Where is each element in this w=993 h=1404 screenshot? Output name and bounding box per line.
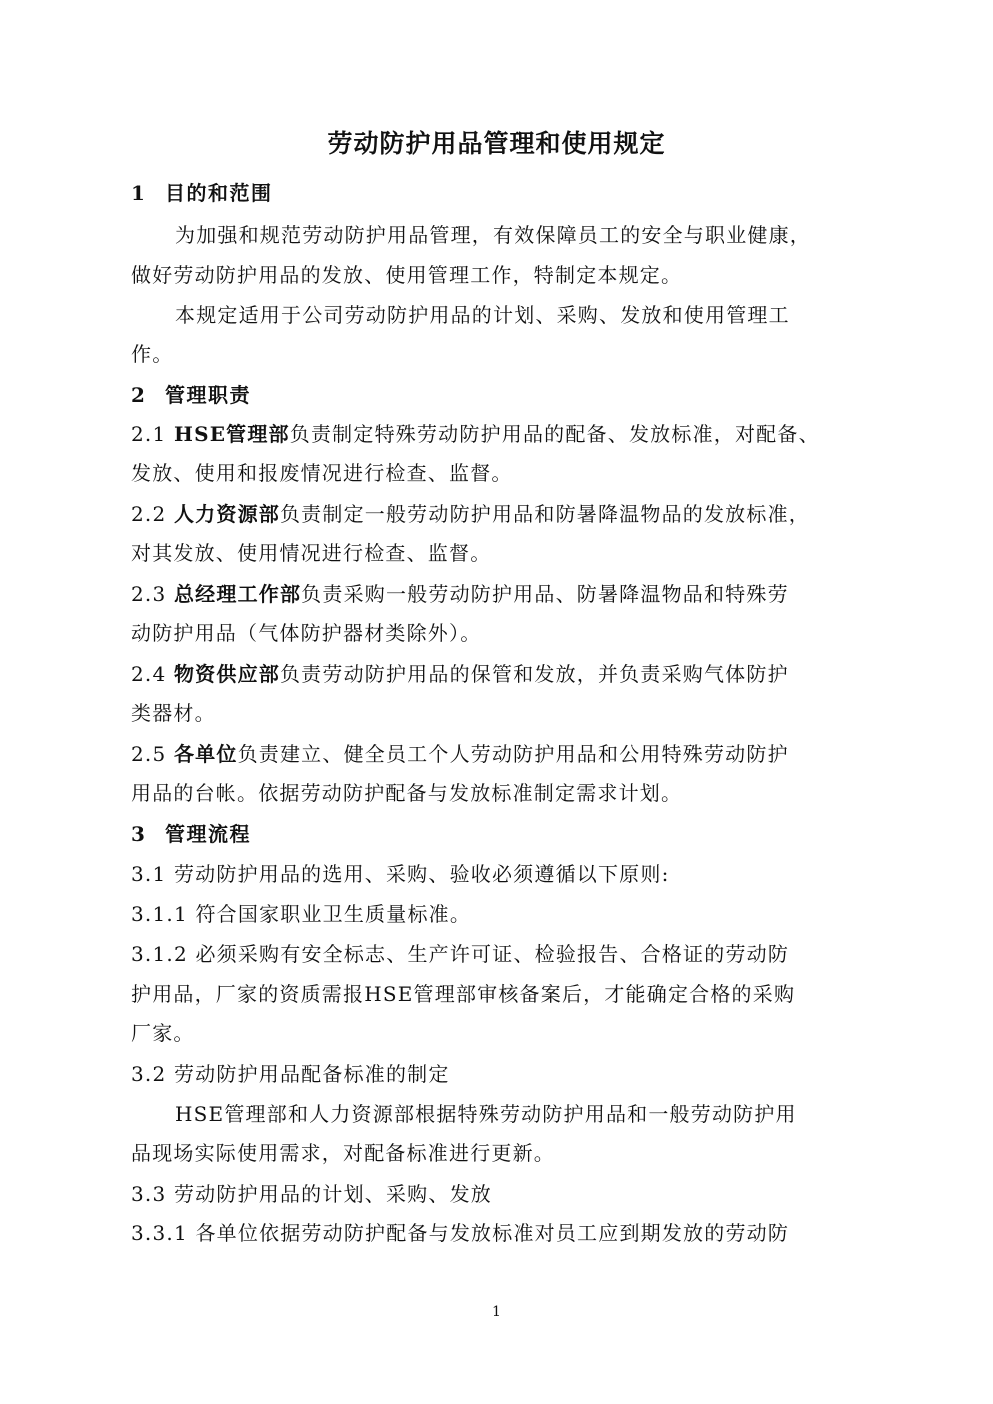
item-2-1-line-1 [131,414,871,454]
item-3-1-2-line-2: 护用品，厂家的资质需报HSE管理部审核备案后，才能确定合格的采购 [131,982,796,1006]
item-3-1-2-line-1: 3.1.2 必须采购有安全标志、生产许可证、检验报告、合格证的劳动防 [131,942,790,966]
item-2-3-line-2: 动防护用品（气体防护器材类除外）。 [131,621,482,645]
item-2-5-line-1 [131,734,871,774]
section-3-number: 3 [131,822,147,846]
item-2-1-line-2: 发放、使用和报废情况进行检查、监督。 [131,461,513,485]
item-2-1-text: 负责制定特殊劳动防护用品的配备、发放标准，对配备、 [289,422,820,446]
section-3-label: 管理流程 [165,822,251,846]
item-2-5-number: 2.5 [131,742,174,766]
item-3-3-1-line-1: 3.3.1 各单位依据劳动防护配备与发放标准对员工应到期发放的劳动防 [131,1221,790,1245]
section-2-number: 2 [131,383,147,407]
item-2-5-line-2: 用品的台帐。依据劳动防护配备与发放标准制定需求计划。 [131,781,683,805]
item-3-2-paragraph-line-2: 品现场实际使用需求，对配备标准进行更新。 [131,1141,555,1165]
item-3-2: 3.2 劳动防护用品配备标准的制定 [131,1062,450,1086]
s1-paragraph-2-line-2: 作。 [131,342,174,366]
item-2-3-number: 2.3 [131,582,174,606]
document-title: 劳动防护用品管理和使用规定 [327,129,666,158]
item-2-2-line-1 [131,494,871,534]
item-2-4-department: 物资供应部 [173,662,280,686]
item-2-4-number: 2.4 [131,662,174,686]
s1-paragraph-1-line-1: 为加强和规范劳动防护用品管理，有效保障员工的安全与职业健康， [175,223,811,247]
section-1-heading [131,173,871,213]
s1-paragraph-2-line-1: 本规定适用于公司劳动防护用品的计划、采购、发放和使用管理工 [175,303,790,327]
item-2-4-line-1 [131,654,871,694]
item-3-1-2-line-3: 厂家。 [131,1021,195,1045]
item-2-1-number: 2.1 [131,422,174,446]
item-2-2-text: 负责制定一般劳动防护用品和防暑降温物品的发放标准， [279,502,810,526]
item-3-1-1: 3.1.1 符合国家职业卫生质量标准。 [131,902,472,926]
section-1-label: 目的和范围 [165,181,273,205]
item-2-4-line-2: 类器材。 [131,701,216,725]
item-2-3-line-1 [131,574,871,614]
item-2-2-department: 人力资源部 [173,502,280,526]
page-number: 1 [492,1304,501,1320]
item-2-3-department: 总经理工作部 [173,582,302,606]
item-3-1: 3.1 劳动防护用品的选用、采购、验收必须遵循以下原则: [131,862,670,886]
item-2-5-department: 各单位 [173,742,238,766]
section-2-heading [131,375,871,415]
section-3-heading [131,814,871,854]
item-2-3-text: 负责采购一般劳动防护用品、防暑降温物品和特殊劳 [301,582,789,606]
item-2-5-text: 负责建立、健全员工个人劳动防护用品和公用特殊劳动防护 [237,742,789,766]
item-2-2-number: 2.2 [131,502,174,526]
item-3-2-paragraph-line-1: HSE管理部和人力资源部根据特殊劳动防护用品和一般劳动防护用 [175,1102,797,1126]
item-2-4-text: 负责劳动防护用品的保管和发放，并负责采购气体防护 [279,662,789,686]
s1-paragraph-1-line-2: 做好劳动防护用品的发放、使用管理工作，特制定本规定。 [131,263,683,287]
section-2-label: 管理职责 [165,383,251,407]
item-2-1-department: HSE管理部 [173,422,290,446]
item-3-3: 3.3 劳动防护用品的计划、采购、发放 [131,1182,492,1206]
section-1-number: 1 [131,181,147,205]
item-2-2-line-2: 对其发放、使用情况进行检查、监督。 [131,541,492,565]
